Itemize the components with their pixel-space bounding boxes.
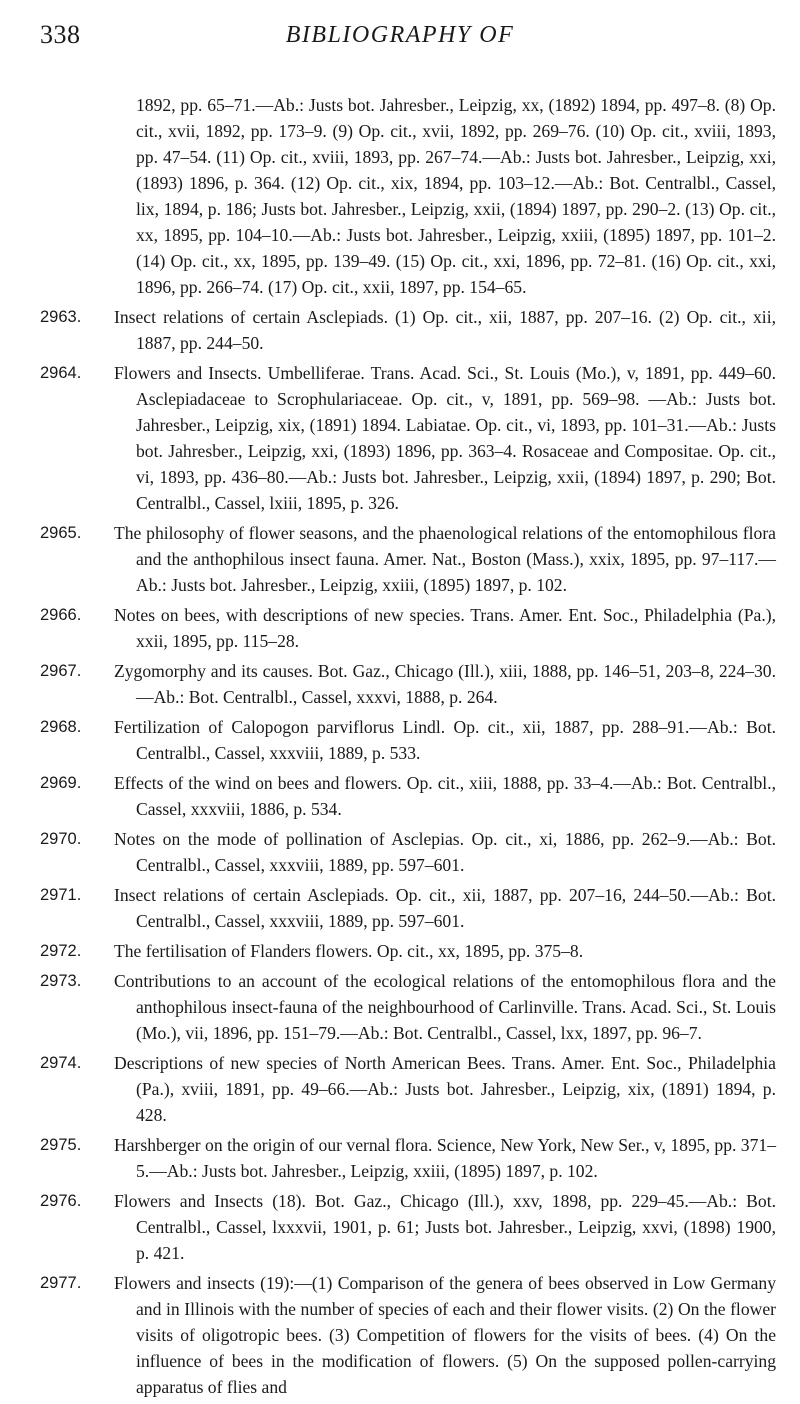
entry-number: 2968. — [40, 718, 82, 736]
entry-text: Zygomorphy and its causes. Bot. Gaz., Chicago (Ill.), xiii, 1888, pp. 146–51, 203–8, 224–30.—Ab.: Bot. Centralbl., Cassel, xxxvi, 1888, p. 264. — [114, 661, 776, 707]
bibliography-entry — [40, 770, 776, 822]
entry-number: 2963. — [40, 308, 82, 326]
continuation-entry — [40, 92, 776, 300]
entry-text: Effects of the wind on bees and flowers. Op. cit., xiii, 1888, pp. 33–4.—Ab.: Bot. Centralbl., Cassel, xxxviii, 1886, p. 534. — [114, 773, 776, 819]
bibliography-entry — [40, 826, 776, 878]
entry-text: Notes on the mode of pollination of Asclepias. Op. cit., xi, 1886, pp. 262–9.—Ab.: Bot. Centralbl., Cassel, xxxviii, 1889, pp. 597–601. — [114, 829, 776, 875]
bibliography-entry — [40, 968, 776, 1046]
bibliography-entry — [40, 520, 776, 598]
entry-text: Harshberger on the origin of our vernal flora. Science, New York, New Ser., v, 1895, pp. 371–5.—Ab.: Justs bot. Jahresber., Leipzig, xxiii, (1895) 1897, p. 102. — [114, 1135, 776, 1181]
entry-text: Notes on bees, with descriptions of new species. Trans. Amer. Ent. Soc., Philadelphia (Pa.), xxii, 1895, pp. 115–28. — [114, 605, 776, 651]
entry-text: Flowers and Insects. Umbelliferae. Trans. Acad. Sci., St. Louis (Mo.), v, 1891, pp. 449–60. Asclepiadaceae to Scrophulariaceae. Op. cit., v, 1891, pp. 569–98. —Ab.: Justs bot. Jahresber., Leipzig, xix, (1891) 1894. Labiatae. Op. cit., vi, 1893, pp. 101–31.—Ab.: Justs bot. Jahresber., Leipzig, xxi, (1893) 1896, pp. 363–4. Rosaceae and Compositae. Op. cit., vi, 1893, pp. 436–80.—Ab.: Justs bot. Jahresber., Leipzig, xxii, (1894) 1897, p. 290; Bot. Centralbl., Cassel, lxiii, 1895, p. 326. — [114, 363, 776, 513]
entry-text: Insect relations of certain Asclepiads. (1) Op. cit., xii, 1887, pp. 207–16. (2) Op. cit., xii, 1887, pp. 244–50. — [114, 307, 776, 353]
entry-number: 2964. — [40, 364, 82, 382]
entry-text: Descriptions of new species of North American Bees. Trans. Amer. Ent. Soc., Philadelphia (Pa.), xviii, 1891, pp. 49–66.—Ab.: Justs bot. Jahresber., Leipzig, xix, (1891) 1894, p. 428. — [114, 1053, 776, 1125]
entry-number: 2972. — [40, 942, 82, 960]
bibliography-entry — [40, 1132, 776, 1184]
bibliography-entry — [40, 714, 776, 766]
bibliography-entry — [40, 658, 776, 710]
entry-text: Contributions to an account of the ecological relations of the entomophilous flora and the anthophilous insect-fauna of the neighbourhood of Carlinville. Trans. Acad. Sci., St. Louis (Mo.), vii, 1896, pp. 151–79.—Ab.: Bot. Centralbl., Cassel, lxx, 1897, pp. 96–7. — [114, 971, 776, 1043]
entry-number: 2977. — [40, 1274, 82, 1292]
running-head: BIBLIOGRAPHY OF — [285, 22, 515, 48]
entry-text: Fertilization of Calopogon parviflorus Lindl. Op. cit., xii, 1887, pp. 288–91.—Ab.: Bot. Centralbl., Cassel, xxxviii, 1889, p. 533. — [114, 717, 776, 763]
entry-number: 2973. — [40, 972, 82, 990]
bibliography-entry — [40, 882, 776, 934]
entry-number: 2965. — [40, 524, 82, 542]
entry-text: The fertilisation of Flanders flowers. Op. cit., xx, 1895, pp. 375–8. — [114, 941, 584, 961]
bibliography-entry — [40, 938, 776, 964]
entry-number: 2974. — [40, 1054, 82, 1072]
continuation-text: 1892, pp. 65–71.—Ab.: Justs bot. Jahresber., Leipzig, xx, (1892) 1894, pp. 497–8. (8) Op. cit., xvii, 1892, pp. 173–9. (9) Op. cit., xvii, 1892, pp. 269–76. (10) Op. cit., xviii, 1893, pp. 47–54. (11) Op. cit., xviii, 1893, pp. 267–74.—Ab.: Justs bot. Jahresber., Leipzig, xxi, (1893) 1896, p. 364. (12) Op. cit., xix, 1894, pp. 103–12.—Ab.: Bot. Centralbl., Cassel, lix, 1894, p. 186; Justs bot. Jahresber., Leipzig, xxii, (1894) 1897, pp. 290–2. (13) Op. cit., xx, 1895, pp. 104–10.—Ab.: Justs bot. Jahresber., Leipzig, xxiii, (1895) 1897, pp. 101–2. (14) Op. cit., xx, 1895, pp. 139–49. (15) Op. cit., xxi, 1896, pp. 72–81. (16) Op. cit., xxi, 1896, pp. 266–74. (17) Op. cit., xxii, 1897, pp. 154–65. — [136, 95, 776, 297]
entry-number: 2966. — [40, 606, 82, 624]
entry-number: 2967. — [40, 662, 82, 680]
entry-number: 2976. — [40, 1192, 82, 1210]
bibliography-entry — [40, 304, 776, 356]
bibliography-entry — [40, 1050, 776, 1128]
entry-text: The philosophy of flower seasons, and the phaenological relations of the entomophilous flora and the anthophilous insect fauna. Amer. Nat., Boston (Mass.), xxix, 1895, pp. 97–117.—Ab.: Justs bot. Jahresber., Leipzig, xxiii, (1895) 1897, p. 102. — [114, 523, 776, 595]
bibliography-entry — [40, 360, 776, 516]
bibliography-entry — [40, 602, 776, 654]
page-header — [40, 14, 760, 54]
entry-text: Flowers and Insects (18). Bot. Gaz., Chicago (Ill.), xxv, 1898, pp. 229–45.—Ab.: Bot. Centralbl., Cassel, lxxxvii, 1901, p. 61; Justs bot. Jahresber., Leipzig, xxvi, (1898) 1900, p. 421. — [114, 1191, 776, 1263]
bibliography-entry — [40, 1188, 776, 1266]
bibliography-list — [40, 92, 776, 1404]
entry-number: 2969. — [40, 774, 82, 792]
entry-number: 2971. — [40, 886, 82, 904]
entry-text: Insect relations of certain Asclepiads. Op. cit., xii, 1887, pp. 207–16, 244–50.—Ab.: Bot. Centralbl., Cassel, xxxviii, 1889, pp. 597–601. — [114, 885, 776, 931]
page-number: 338 — [40, 20, 81, 49]
entry-number: 2975. — [40, 1136, 82, 1154]
entry-number: 2970. — [40, 830, 82, 848]
bibliography-entry — [40, 1270, 776, 1400]
entry-text: Flowers and insects (19):—(1) Comparison of the genera of bees observed in Low Germany and in Illinois with the number of species of each and their flower visits. (2) On the flower visits of oligotropic bees. (3) Competition of flowers for the visits of bees. (4) On the influence of bees in the modification of flowers. (5) On the supposed pollen-carrying apparatus of flies and — [114, 1273, 776, 1397]
